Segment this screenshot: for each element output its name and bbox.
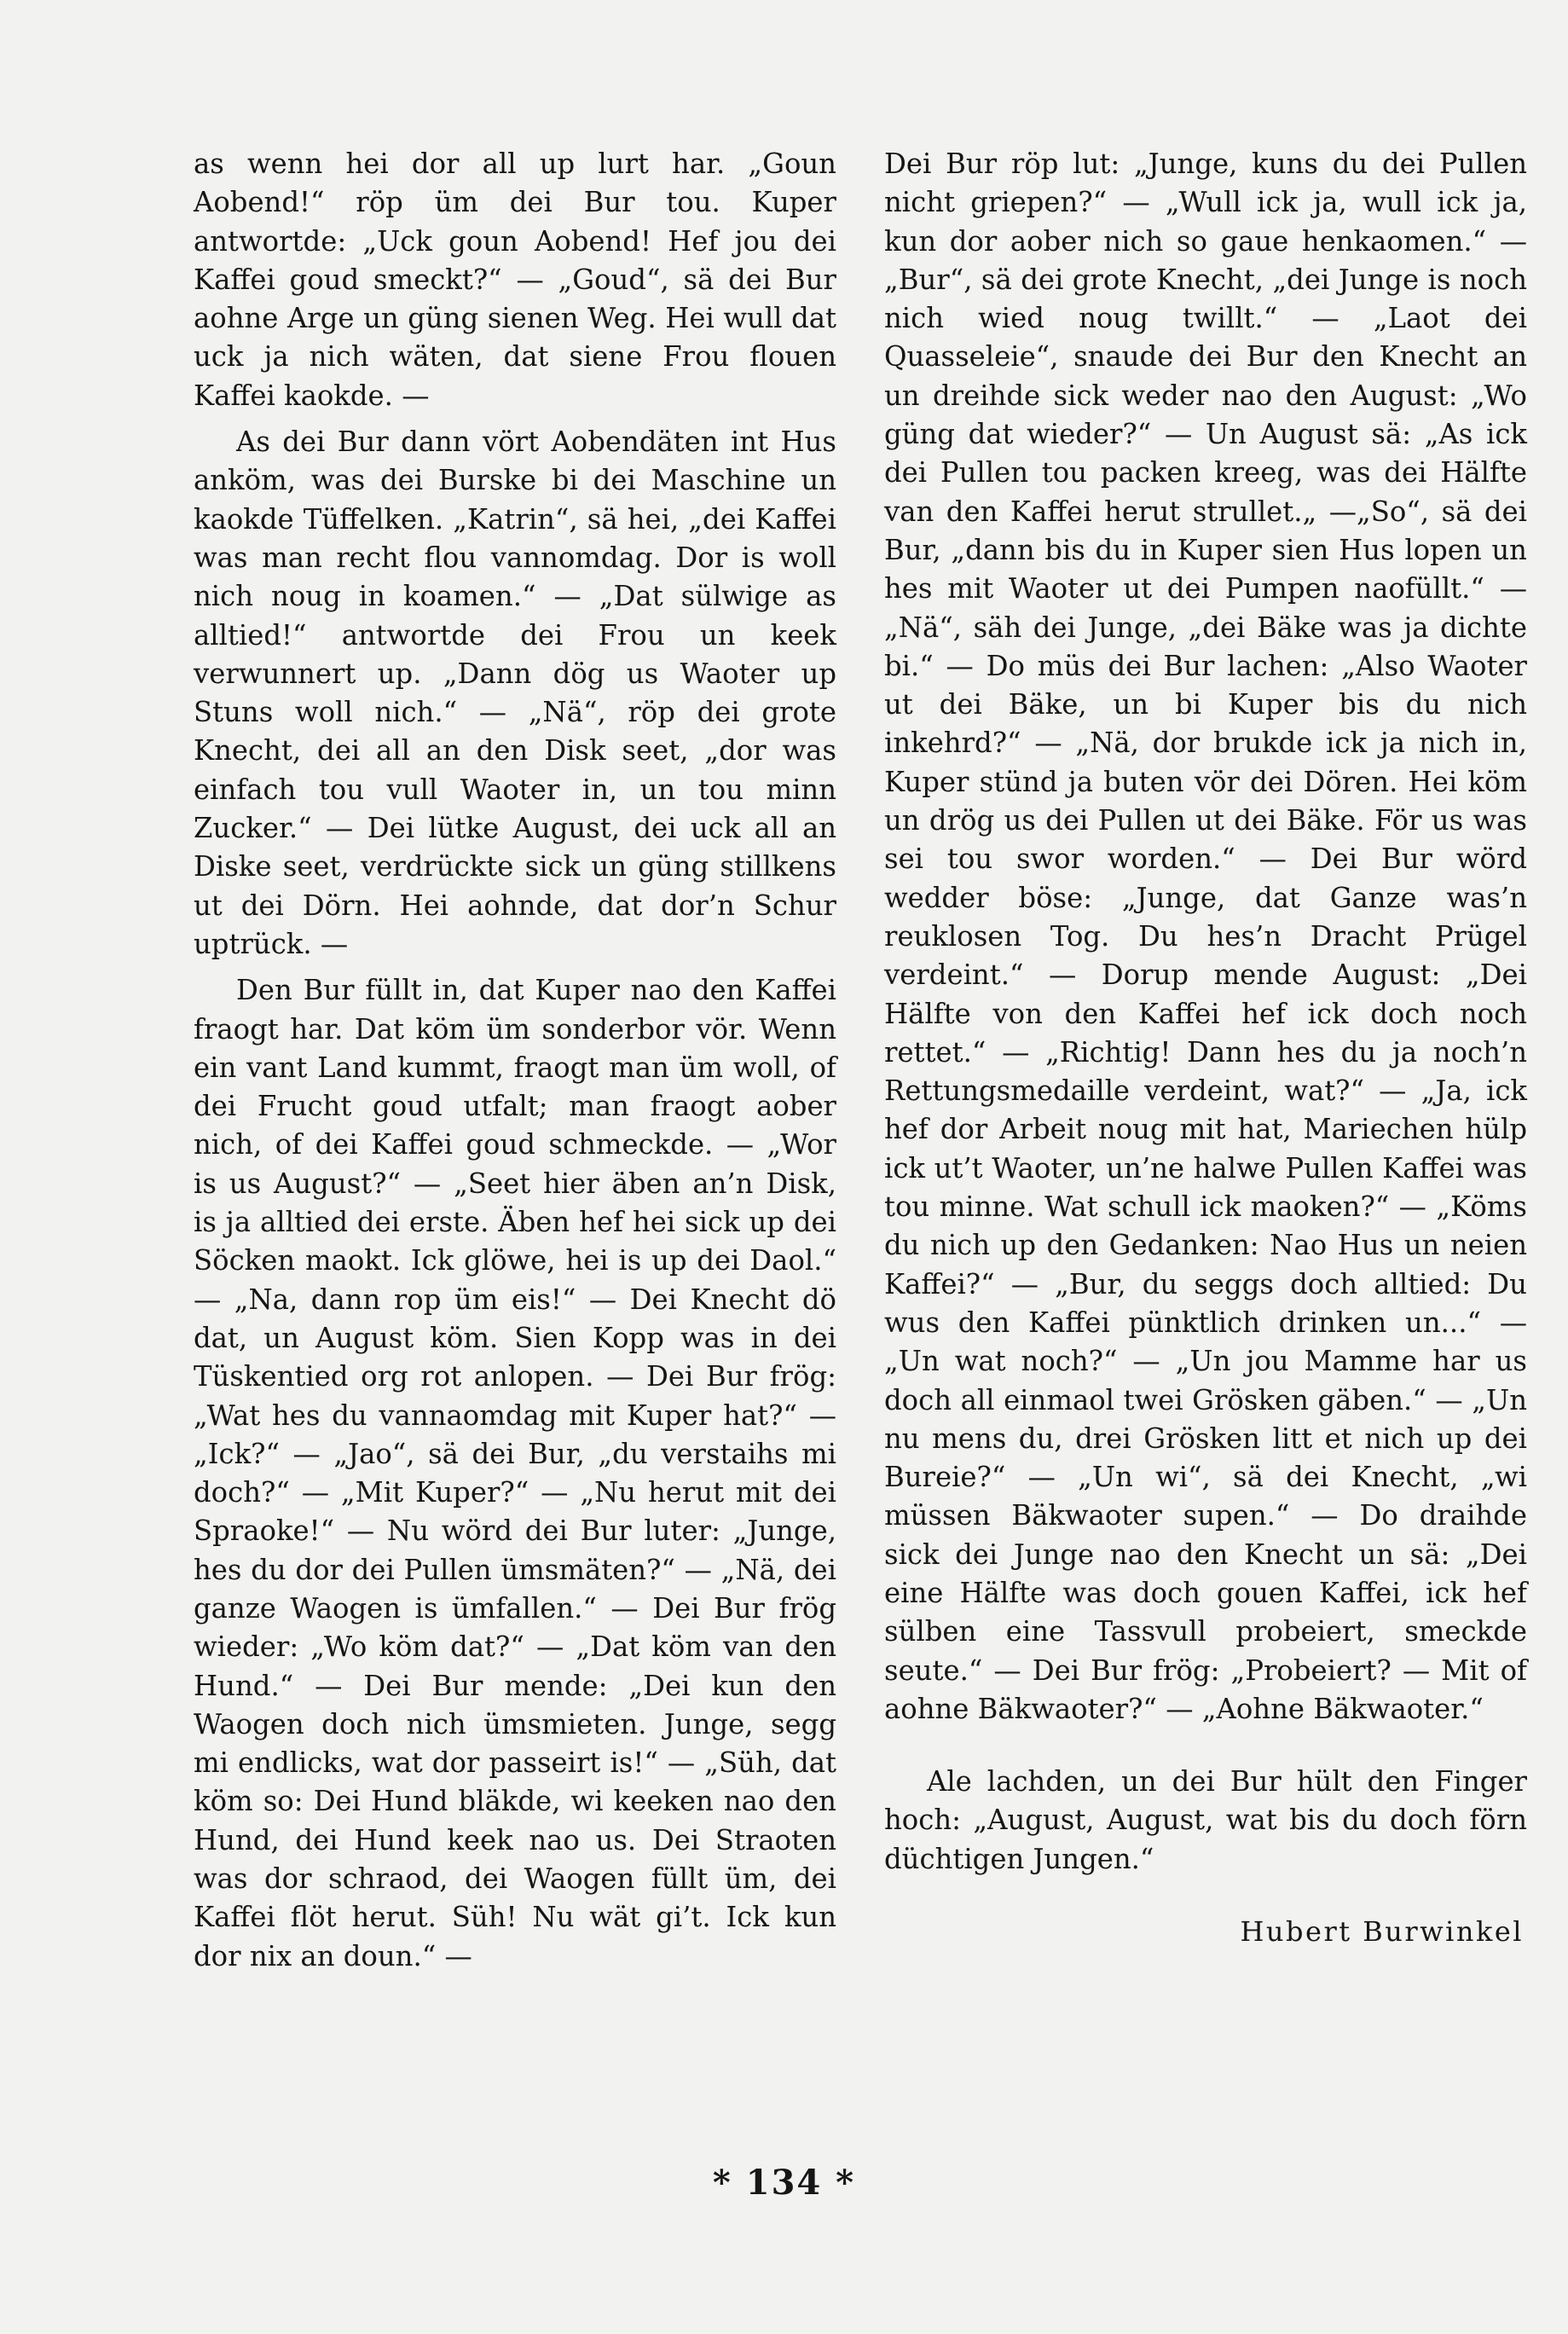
paragraph: As dei Bur dann vört Aobendäten int Hus anköm, was dei Burske bi dei Maschine un kaokde Tüffelken. „Katrin“, sä hei, „dei Kaffei was man recht flou vannomdag. Dor is woll nich noug in koamen.“ — „Dat sülwige as alltied!“ antwortde dei Frou un keek verwunnert up. „Dann dög us Waoter up Stuns woll nich.“ — „Nä“, röp dei grote Knecht, dei all an den Disk seet, „dor was einfach tou vull Waoter in, un tou minn Zucker.“ — Dei lütke August, dei uck all an Diske seet, verdrückte sick un güng stillkens ut dei Dörn. Hei aohnde, dat dor’n Schur uptrück. —	[194, 426, 836, 960]
right-column	[884, 145, 1527, 1951]
page-number: * 134 *	[712, 2163, 856, 2203]
paragraph: Ale lachden, un dei Bur hült den Finger hoch: „August, August, wat bis du doch förn düchtigen Jungen.“	[884, 1765, 1527, 1875]
paragraph: Den Bur füllt in, dat Kuper nao den Kaffei fraogt har. Dat köm üm sonderbor vör. Wenn ein vant Land kummt, fraogt man üm woll, of dei Frucht goud utfalt; man fraogt aober nich, of dei Kaffei goud schmeckde. — „Wor is us August?“ — „Seet hier äben an’n Disk, is ja alltied dei erste. Äben hef hei sick up dei Söcken maokt. Ick glöwe, hei is up dei Daol.“ — „Na, dann rop üm eis!“ — Dei Knecht dö dat, un August köm. Sien Kopp was in dei Tüskentied org rot anlopen. — Dei Bur frög: „Wat hes du vannaomdag mit Kuper hat?“ — „Ick?“ — „Jao“, sä dei Bur, „du verstaihs mi doch?“ — „Mit Kuper?“ — „Nu herut mit dei Spraoke!“ — Nu wörd dei Bur luter: „Junge, hes du dor dei Pullen ümsmäten?“ — „Nä, dei ganze Waogen is ümfallen.“ — Dei Bur frög wieder: „Wo köm dat?“ — „Dat köm van den Hund.“ — Dei Bur mende: „Dei kun den Waogen doch nich ümsmieten. Junge, segg mi endlicks, wat dor passeirt is!“ — „Süh, dat köm so: Dei Hund bläkde, wi keeken nao den Hund, dei Hund keek nao us. Dei Straoten was dor schraod, dei Waogen füllt üm, dei Kaffei flöt herut. Süh! Nu wät gi’t. Ick kun dor nix an doun.“ —	[194, 974, 836, 1972]
left-column	[194, 145, 836, 1976]
author-signature: Hubert Burwinkel	[1240, 1915, 1524, 1949]
paragraph: Dei Bur röp lut: „Junge, kuns du dei Pullen nicht griepen?“ — „Wull ick ja, wull ick ja, kun dor aober nich so gaue henkaomen.“ — „Bur“, sä dei grote Knecht, „dei Junge is noch nich wied noug twillt.“ — „Laot dei Quasseleie“, snaude dei Bur den Knecht an un dreihde sick weder nao den August: „Wo güng dat wieder?“ — Un August sä: „As ick dei Pullen tou packen kreeg, was dei Hälfte van den Kaffei herut strullet.„ —„So“, sä dei Bur, „dann bis du in Kuper sien Hus lopen un hes mit Waoter ut dei Pumpen naofüllt.“ — „Nä“, säh dei Junge, „dei Bäke was ja dichte bi.“ — Do müs dei Bur lachen: „Also Waoter ut dei Bäke, un bi Kuper bis du nich inkehrd?“ — „Nä, dor brukde ick ja nich in, Kuper stünd ja buten vör dei Dören. Hei köm un drög us dei Pullen ut dei Bäke. För us was sei tou swor worden.“ — Dei Bur wörd wedder böse: „Junge, dat Ganze was’n reuklosen Tog. Du hes’n Dracht Prügel verdeint.“ — Dorup mende August: „Dei Hälfte von den Kaffei hef ick doch noch rettet.“ — „Richtig! Dann hes du ja noch’n Rettungsmedaille verdeint, wat?“ — „Ja, ick hef dor Arbeit noug mit hat, Mariechen hülp ick ut’t Waoter, un’ne halwe Pullen Kaffei was tou minne. Wat schull ick maoken?“ — „Köms du nich up den Gedanken: Nao Hus un neien Kaffei?“ — „Bur, du seggs doch alltied: Du wus den Kaffei pünktlich drinken un...“ — „Un wat noch?“ — „Un jou Mamme har us doch all einmaol twei Grösken gäben.“ — „Un nu mens du, drei Grösken litt et nich up dei Bureie?“ — „Un wi“, sä dei Knecht, „wi müssen Bäkwaoter supen.“ — Do draihde sick dei Junge nao den Knecht un sä: „Dei eine Hälfte was doch gouen Kaffei, ick hef sülben eine Tassvull probeiert, smeckde seute.“ — Dei Bur frög: „Probeiert? — Mit of aohne Bäkwaoter?“ — „Aohne Bäkwaoter.“	[884, 148, 1527, 1725]
paragraph: as wenn hei dor all up lurt har. „Goun Aobend!“ röp üm dei Bur tou. Kuper antwortde: „Uck goun Aobend! Hef jou dei Kaffei goud smeckt?“ — „Goud“, sä dei Bur aohne Arge un güng sienen Weg. Hei wull dat uck ja nich wäten, dat siene Frou flouen Kaffei kaokde. —	[194, 148, 836, 412]
